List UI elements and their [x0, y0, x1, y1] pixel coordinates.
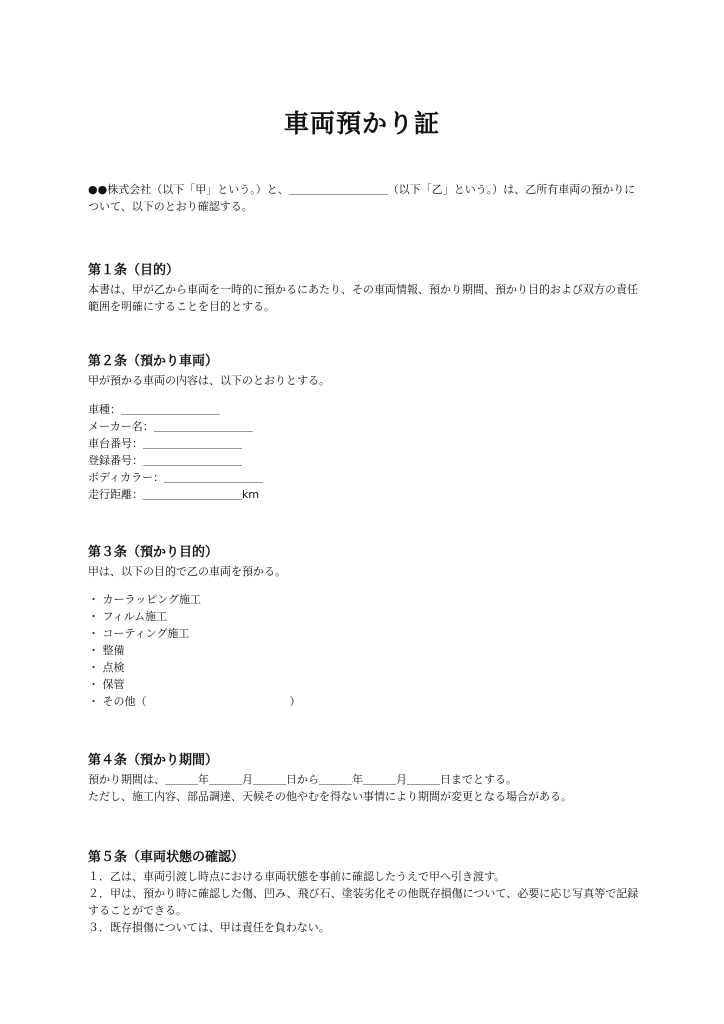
article-5 — [88, 849, 648, 936]
purpose-item: ・ その他（ ） — [88, 695, 301, 708]
field-body-color: ボディカラー：＿＿＿＿＿＿＿＿＿ — [88, 471, 264, 484]
article-5-line: ２．甲は、預かり時に確認した傷、凹み、飛び石、塗装劣化その他既存損傷について、必要に応じ写真等で記録することができる。 — [88, 887, 639, 917]
article-5-line: ３．既存損傷については、甲は責任を負わない。 — [88, 921, 330, 934]
field-registration-number: 登録番号：＿＿＿＿＿＿＿＿＿ — [88, 454, 242, 467]
article-2-body: 甲が預かる車両の内容は、以下のとおりとする。 — [88, 374, 330, 387]
field-mileage: 走行距離：＿＿＿＿＿＿＿＿＿km — [88, 488, 260, 501]
article-5-line: １．乙は、車両引渡し時点における車両状態を事前に確認したうえで甲へ引き渡す。 — [88, 870, 506, 883]
intro-paragraph: ●●株式会社（以下「甲」という。）と、＿＿＿＿＿＿＿＿＿（以下「乙」という。）は、乙所有車両の預かりについて、以下のとおり確認する。 — [88, 183, 636, 213]
article-4 — [88, 752, 648, 805]
purpose-item: ・ カーラッピング施工 — [88, 593, 202, 606]
article-4-line: ただし、施工内容、部品調達、天候その他やむを得ない事情により期間が変更となる場合がある。 — [88, 790, 572, 803]
field-vehicle-type: 車種：＿＿＿＿＿＿＿＿＿ — [88, 403, 220, 416]
article-5-heading: 第５条（車両状態の確認） — [88, 850, 245, 865]
field-chassis-number: 車台番号：＿＿＿＿＿＿＿＿＿ — [88, 437, 242, 450]
purpose-item: ・ フィルム施工 — [88, 610, 168, 623]
article-3 — [88, 544, 648, 710]
article-1-body: 本書は、甲が乙から車両を一時的に預かるにあたり、その車両情報、預かり期間、預かり目的および双方の責任範囲を明確にすることを目的とする。 — [88, 283, 638, 313]
article-4-heading: 第４条（預かり期間） — [88, 753, 219, 768]
article-1-heading: 第１条（目的） — [88, 263, 180, 278]
article-3-heading: 第３条（預かり目的） — [88, 545, 219, 560]
article-3-body: 甲は、以下の目的で乙の車両を預かる。 — [88, 565, 286, 578]
purpose-item: ・ 保管 — [88, 678, 125, 691]
field-manufacturer: メーカー名：＿＿＿＿＿＿＿＿＿ — [88, 420, 253, 433]
article-4-line: 預かり期間は、＿＿＿年＿＿＿月＿＿＿日から＿＿＿年＿＿＿月＿＿＿日までとする。 — [88, 773, 517, 786]
article-1 — [88, 262, 648, 315]
document-title: 車両預かり証 — [283, 109, 440, 138]
vehicle-fields-list — [88, 401, 648, 503]
purpose-list — [88, 591, 648, 710]
article-2 — [88, 353, 648, 503]
purpose-item: ・ 点検 — [88, 661, 125, 674]
purpose-item: ・ 整備 — [88, 644, 125, 657]
purpose-item: ・ コーティング施工 — [88, 627, 190, 640]
article-2-heading: 第２条（預かり車両） — [88, 354, 219, 369]
